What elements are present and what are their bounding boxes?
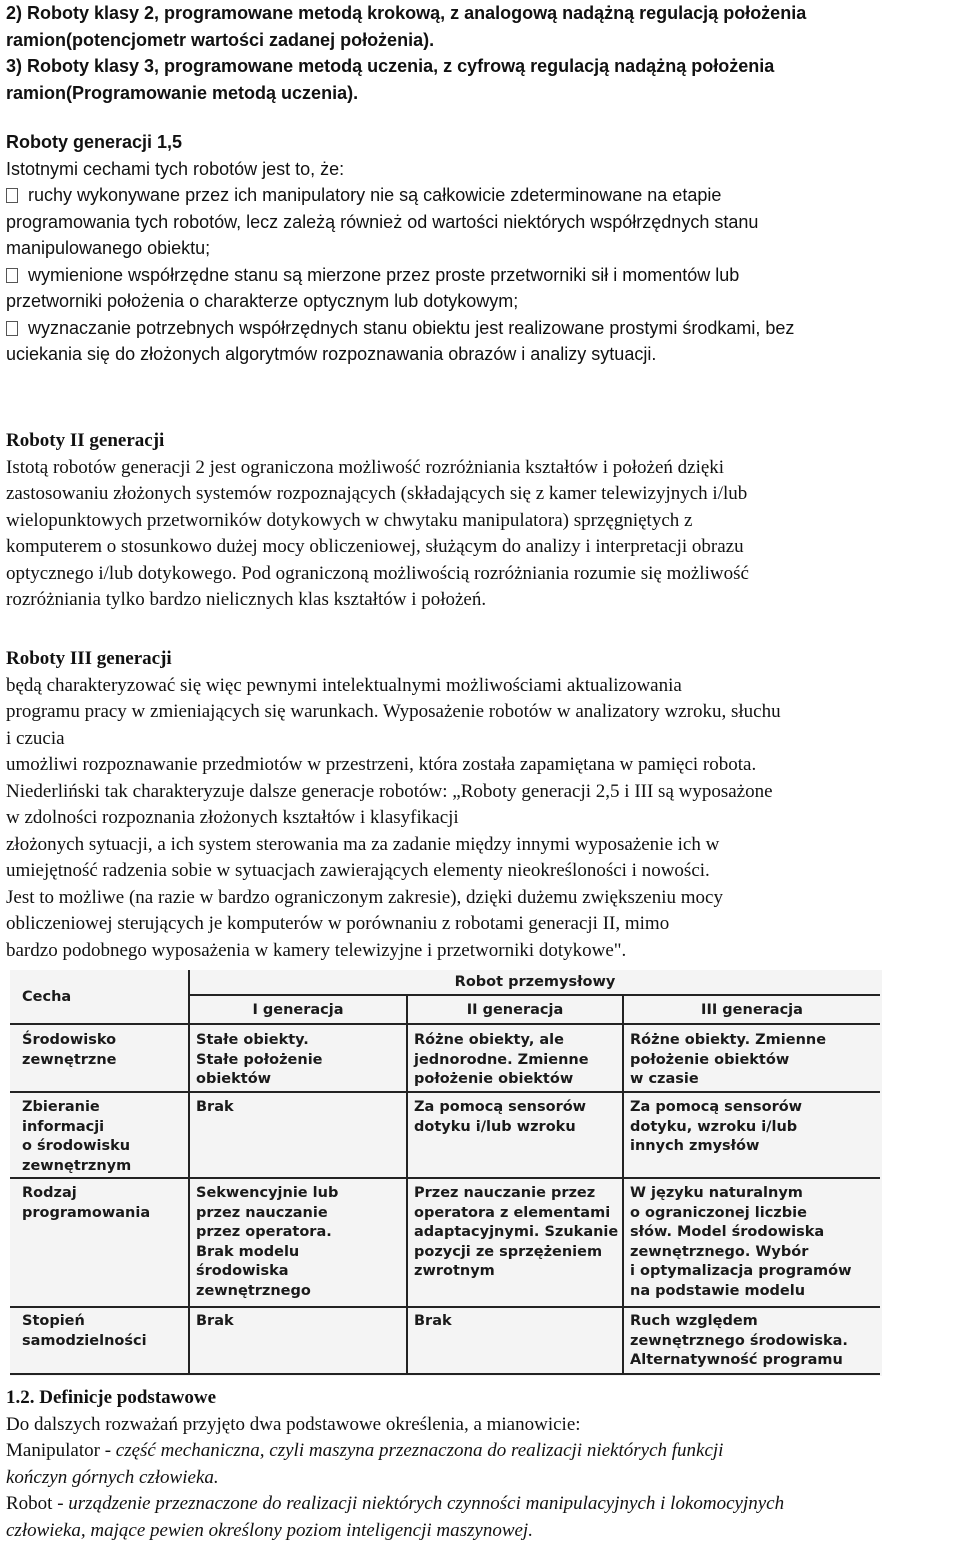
- table-group-header: Robot przemysłowy: [454, 974, 616, 990]
- bullet-item: wyznaczanie potrzebnych współrzędnych stanu obiektu jest realizowane prostymi środkami, bez: [6, 315, 956, 342]
- paragraph-line: zastosowaniu złożonych systemów rozpoznających (składających się z kamer telewizyjnych i/lub: [6, 483, 748, 504]
- table-cell: [630, 1098, 802, 1157]
- table-rule: [188, 994, 880, 996]
- cell-line: operatora z elementami: [414, 1204, 611, 1221]
- gen3-section: [6, 646, 956, 964]
- cell-line: W języku naturalnym: [630, 1185, 803, 1201]
- paragraph-line: optycznego i/lub dotykowego. Pod ograniczoną możliwością rozróżniania rozumie się możliwość: [6, 562, 749, 584]
- cell-line: Ruch względem: [630, 1313, 758, 1329]
- gen15-heading: Roboty generacji 1,5: [6, 132, 183, 152]
- cell-line: Za pomocą sensorów: [630, 1099, 803, 1115]
- cell-line: adaptacyjnymi. Szukanie: [414, 1224, 619, 1240]
- bullet-line: przetworniki położenia o charakterze optycznym lub dotykowym;: [6, 291, 519, 311]
- cell-line: położenie obiektów: [414, 1071, 574, 1087]
- gen15-lead: Istotnymi cechami tych robotów jest to, że:: [6, 158, 345, 179]
- table-rule: [406, 996, 408, 1374]
- definitions-section: [6, 1385, 956, 1544]
- definition-item: [6, 1438, 956, 1465]
- intro-section: [6, 0, 956, 106]
- table-rule: [10, 1306, 880, 1308]
- cell-line: Przez nauczanie przez: [414, 1185, 596, 1201]
- cell-line: programowania: [22, 1204, 151, 1221]
- table-cell: [196, 1312, 234, 1332]
- table-column-header: III generacja: [701, 1002, 803, 1018]
- cell-line: środowiska: [196, 1263, 289, 1279]
- cell-line: zewnętrznego środowiska.: [630, 1332, 848, 1349]
- intro-line: 2) Roboty klasy 2, programowane metodą krokową, z analogową nadążną regulacją położenia: [6, 3, 807, 23]
- cell-line: Brak modelu: [196, 1243, 300, 1260]
- bullet-line: manipulowanego obiektu;: [6, 238, 211, 258]
- definition-text: urządzenie przeznaczone do realizacji niektórych czynności manipulacyjnych i lokomocyjnych: [68, 1493, 785, 1514]
- table-feature-cell: [22, 1098, 131, 1176]
- paragraph-line: bardzo podobnego wyposażenia w kamery telewizyjne i przetworniki dotykowe".: [6, 939, 627, 961]
- gen15-section: [6, 129, 956, 368]
- table-feature-cell: [22, 1031, 117, 1070]
- bullet-item: ruchy wykonywane przez ich manipulatory nie są całkowicie zdeterminowane na etapie: [6, 182, 956, 209]
- definitions-heading: 1.2. Definicje podstawowe: [6, 1387, 217, 1408]
- bullet-line: uciekania się do złożonych algorytmów rozpoznawania obrazów i analizy sytuacji.: [6, 344, 657, 364]
- table-rule: [10, 1023, 880, 1025]
- table-cell: [414, 1031, 589, 1090]
- cell-line: Sekwencyjnie lub: [196, 1185, 339, 1201]
- gen2-heading: Roboty II generacji: [6, 430, 165, 451]
- definition-text: część mechaniczna, czyli maszyna przeznaczona do realizacji niektórych funkcji: [115, 1440, 724, 1461]
- cell-line: zwrotnym: [414, 1263, 495, 1279]
- paragraph-line: rozróżniania tylko bardzo nielicznych klas kształtów i położeń.: [6, 589, 487, 610]
- table-cell: [630, 1031, 826, 1090]
- table-rule: [10, 1373, 880, 1375]
- definitions-lead: Do dalszych rozważań przyjęto dwa podstawowe określenia, a mianowicie:: [6, 1413, 581, 1435]
- table-column-header: II generacja: [466, 1002, 564, 1018]
- cell-line: dotyku, wzroku i/lub: [630, 1118, 798, 1135]
- table-rule: [188, 970, 190, 1374]
- paragraph-line: programu pracy w zmieniających się warunkach. Wyposażenie robotów w analizatory wzroku, słuchu: [6, 701, 781, 722]
- robot-generations-table: [10, 970, 882, 1376]
- definition-text: kończyn górnych człowieka.: [6, 1466, 219, 1488]
- table-cell: [196, 1184, 338, 1301]
- bullet-icon: [6, 268, 18, 283]
- table-cell: [196, 1031, 323, 1090]
- table-rule: [10, 1177, 880, 1179]
- cell-line: innych zmysłów: [630, 1138, 760, 1154]
- cell-line: o środowisku: [22, 1138, 131, 1154]
- definition-dash: -: [52, 1493, 69, 1514]
- table-feature-cell: [22, 1312, 147, 1351]
- paragraph-line: złożonych sytuacji, a ich system sterowania ma za zadanie między innymi wyposażenie ich w: [6, 833, 720, 855]
- cell-line: przez operatora.: [196, 1224, 332, 1240]
- definition-term: Manipulator: [6, 1440, 100, 1461]
- cell-line: dotyku i/lub wzroku: [414, 1118, 576, 1135]
- bullet-item: wymienione współrzędne stanu są mierzone przez proste przetworniki sił i momentów lub: [6, 262, 956, 289]
- table-corner-header: Cecha: [22, 989, 72, 1005]
- paragraph-line: komputerem o stosunkowo dużej mocy obliczeniowej, służącym do analizy i interpretacji obrazu: [6, 536, 744, 557]
- cell-line: informacji: [22, 1118, 105, 1135]
- cell-line: Środowisko: [22, 1032, 117, 1048]
- cell-line: pozycji ze sprzężeniem: [414, 1243, 603, 1260]
- cell-line: Alternatywność programu: [630, 1352, 843, 1368]
- cell-line: przez nauczanie: [196, 1204, 328, 1221]
- paragraph-line: Niederliński tak charakteryzuje dalsze generacje robotów: „Roboty generacji 2,5 i III są wyposażone: [6, 780, 773, 802]
- table-cell: [414, 1312, 452, 1332]
- cell-line: Stałe obiekty.: [196, 1032, 309, 1048]
- cell-line: Brak: [414, 1313, 452, 1329]
- table-rule: [10, 1091, 880, 1093]
- cell-line: jednorodne. Zmienne: [414, 1051, 589, 1068]
- bullet-line: programowania tych robotów, lecz zależą również od wartości niektórych współrzędnych stanu: [6, 211, 759, 232]
- paragraph-line: Istotą robotów generacji 2 jest ograniczona możliwość rozróżniania kształtów i położeń dzięki: [6, 456, 725, 478]
- intro-line: ramion(Programowanie metodą uczenia).: [6, 82, 359, 103]
- cell-line: zewnętrznym: [22, 1157, 132, 1174]
- intro-line: 3) Roboty klasy 3, programowane metodą uczenia, z cyfrową regulacją nadążną położenia: [6, 56, 775, 76]
- definition-item: [6, 1491, 956, 1518]
- table-column-header: I generacja: [252, 1002, 344, 1018]
- cell-line: o ograniczonej liczbie: [630, 1204, 807, 1221]
- cell-line: zewnętrzne: [22, 1051, 117, 1068]
- paragraph-line: wielopunktowych przetworników dotykowych w chwytaku manipulatora) sprzęgniętych z: [6, 509, 693, 531]
- table-cell: [196, 1098, 234, 1118]
- gen3-heading: Roboty III generacji: [6, 648, 172, 669]
- cell-line: Stopień: [22, 1313, 85, 1329]
- paragraph-line: Jest to możliwe (na razie w bardzo ograniczonym zakresie), dzięki dużemu zwiększeniu mocy: [6, 886, 723, 908]
- cell-line: słów. Model środowiska: [630, 1224, 825, 1240]
- table-cell: [630, 1312, 848, 1371]
- paragraph-line: w zdolności rozpoznania złożonych kształtów i klasyfikacji: [6, 807, 459, 828]
- definition-term: Robot: [6, 1493, 53, 1514]
- table-cell: [414, 1098, 586, 1137]
- cell-line: zewnętrznego. Wybór: [630, 1243, 809, 1260]
- definition-dash: -: [99, 1440, 116, 1461]
- cell-line: Brak: [196, 1313, 234, 1329]
- table-rule: [622, 996, 624, 1374]
- cell-line: Brak: [196, 1099, 234, 1115]
- cell-line: zewnętrznego: [196, 1282, 311, 1299]
- cell-line: Różne obiekty, ale: [414, 1032, 564, 1048]
- table-cell: [630, 1184, 851, 1301]
- table-feature-cell: [22, 1184, 150, 1223]
- cell-line: położenie obiektów: [630, 1051, 790, 1068]
- table-cell: [414, 1184, 618, 1282]
- intro-line: ramion(potencjometr wartości zadanej położenia).: [6, 29, 435, 50]
- cell-line: Rodzaj: [22, 1185, 77, 1201]
- paragraph-line: umiejętność radzenia sobie w sytuacjach zawierających elementy nieokreśloności i nowości.: [6, 860, 710, 881]
- cell-line: na podstawie modelu: [630, 1282, 806, 1299]
- cell-line: w czasie: [630, 1071, 699, 1087]
- cell-line: obiektów: [196, 1071, 272, 1087]
- cell-line: Różne obiekty. Zmienne: [630, 1032, 827, 1048]
- paragraph-line: umożliwi rozpoznawanie przedmiotów w przestrzeni, która została zapamiętana w pamięci robota.: [6, 754, 757, 775]
- bullet-icon: [6, 188, 18, 203]
- paragraph-line: obliczeniowej sterujących je komputerów w porównaniu z robotami generacji II, mimo: [6, 913, 670, 934]
- cell-line: i optymalizacja programów: [630, 1263, 852, 1279]
- cell-line: Zbieranie: [22, 1099, 100, 1115]
- paragraph-line: i czucia: [6, 727, 65, 749]
- cell-line: samodzielności: [22, 1332, 147, 1349]
- bullet-icon: [6, 321, 18, 336]
- definition-text: człowieka, mające pewien określony poziom inteligencji maszynowej.: [6, 1519, 533, 1541]
- cell-line: Stałe położenie: [196, 1051, 323, 1068]
- gen2-section: [6, 428, 956, 614]
- cell-line: Za pomocą sensorów: [414, 1099, 587, 1115]
- paragraph-line: będą charakteryzować się więc pewnymi intelektualnymi możliwościami aktualizowania: [6, 674, 682, 696]
